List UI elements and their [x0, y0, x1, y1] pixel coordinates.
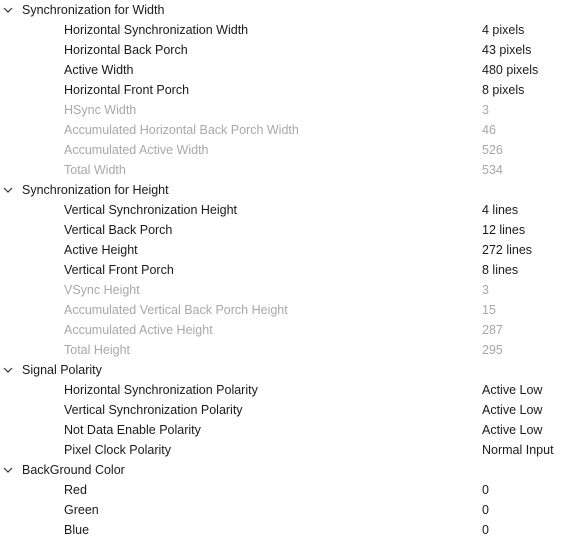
group-title: BackGround Color: [22, 463, 125, 477]
property-row-readonly: [0, 340, 570, 360]
property-row[interactable]: [0, 240, 570, 260]
property-label: Pixel Clock Polarity: [64, 443, 171, 457]
property-row-readonly: [0, 300, 570, 320]
property-label: Not Data Enable Polarity: [64, 423, 201, 437]
property-value[interactable]: Normal Input: [482, 443, 554, 457]
property-label: Vertical Front Porch: [64, 263, 174, 277]
chevron-down-icon[interactable]: [3, 365, 13, 375]
property-row[interactable]: [0, 480, 570, 500]
property-label: Horizontal Back Porch: [64, 43, 188, 57]
property-value: 3: [482, 283, 489, 297]
group-title: Signal Polarity: [22, 363, 102, 377]
group-title: Synchronization for Width: [22, 3, 165, 17]
property-label: Green: [64, 503, 99, 517]
property-value[interactable]: Active Low: [482, 423, 543, 437]
property-label: Vertical Synchronization Polarity: [64, 403, 243, 417]
property-label: Active Height: [64, 243, 138, 257]
property-value[interactable]: 43 pixels: [482, 43, 532, 57]
property-label: Accumulated Horizontal Back Porch Width: [64, 123, 299, 137]
property-value[interactable]: 8 pixels: [482, 83, 525, 97]
property-label: Active Width: [64, 63, 134, 77]
property-row[interactable]: [0, 40, 570, 60]
group-header-polarity[interactable]: [0, 360, 570, 380]
property-row[interactable]: [0, 420, 570, 440]
property-label: Vertical Back Porch: [64, 223, 173, 237]
property-value[interactable]: 0: [482, 503, 489, 517]
property-value[interactable]: 8 lines: [482, 263, 519, 277]
property-label: Accumulated Vertical Back Porch Height: [64, 303, 288, 317]
property-row-readonly: [0, 120, 570, 140]
property-row[interactable]: [0, 400, 570, 420]
property-value[interactable]: 272 lines: [482, 243, 533, 257]
property-value[interactable]: 4 pixels: [482, 23, 525, 37]
property-value: 534: [482, 163, 503, 177]
property-label: Vertical Synchronization Height: [64, 203, 238, 217]
property-label: Total Height: [64, 343, 131, 357]
property-row[interactable]: [0, 80, 570, 100]
property-value[interactable]: 480 pixels: [482, 63, 539, 77]
property-value[interactable]: 0: [482, 483, 489, 497]
property-row[interactable]: [0, 260, 570, 280]
property-row[interactable]: [0, 380, 570, 400]
property-value: 46: [482, 123, 496, 137]
group-title: Synchronization for Height: [22, 183, 169, 197]
property-row-readonly: [0, 140, 570, 160]
property-row[interactable]: [0, 200, 570, 220]
property-value: 287: [482, 323, 503, 337]
property-row-readonly: [0, 160, 570, 180]
group-header-background-color[interactable]: [0, 460, 570, 480]
property-row[interactable]: [0, 500, 570, 520]
property-value[interactable]: 12 lines: [482, 223, 526, 237]
property-label: Red: [64, 483, 87, 497]
chevron-down-icon[interactable]: [3, 465, 13, 475]
property-row[interactable]: [0, 520, 570, 540]
property-label: Accumulated Active Width: [64, 143, 209, 157]
property-label: Blue: [64, 523, 90, 537]
property-value[interactable]: 4 lines: [482, 203, 519, 217]
property-value: 15: [482, 303, 496, 317]
property-value: 295: [482, 343, 503, 357]
chevron-down-icon[interactable]: [3, 5, 13, 15]
property-row[interactable]: [0, 60, 570, 80]
property-label: Total Width: [64, 163, 126, 177]
property-row[interactable]: [0, 440, 570, 460]
property-row[interactable]: [0, 20, 570, 40]
property-label: Horizontal Front Porch: [64, 83, 190, 97]
property-value: 526: [482, 143, 503, 157]
group-header-width[interactable]: [0, 0, 570, 20]
property-label: VSync Height: [64, 283, 140, 297]
property-row-readonly: [0, 280, 570, 300]
property-row-readonly: [0, 100, 570, 120]
property-label: Horizontal Synchronization Polarity: [64, 383, 258, 397]
property-row-readonly: [0, 320, 570, 340]
property-row[interactable]: [0, 220, 570, 240]
group-header-height[interactable]: [0, 180, 570, 200]
property-value[interactable]: Active Low: [482, 383, 543, 397]
property-label: Horizontal Synchronization Width: [64, 23, 249, 37]
property-label: Accumulated Active Height: [64, 323, 213, 337]
chevron-down-icon[interactable]: [3, 185, 13, 195]
property-value[interactable]: 0: [482, 523, 489, 537]
property-value: 3: [482, 103, 489, 117]
property-value[interactable]: Active Low: [482, 403, 543, 417]
property-label: HSync Width: [64, 103, 137, 117]
